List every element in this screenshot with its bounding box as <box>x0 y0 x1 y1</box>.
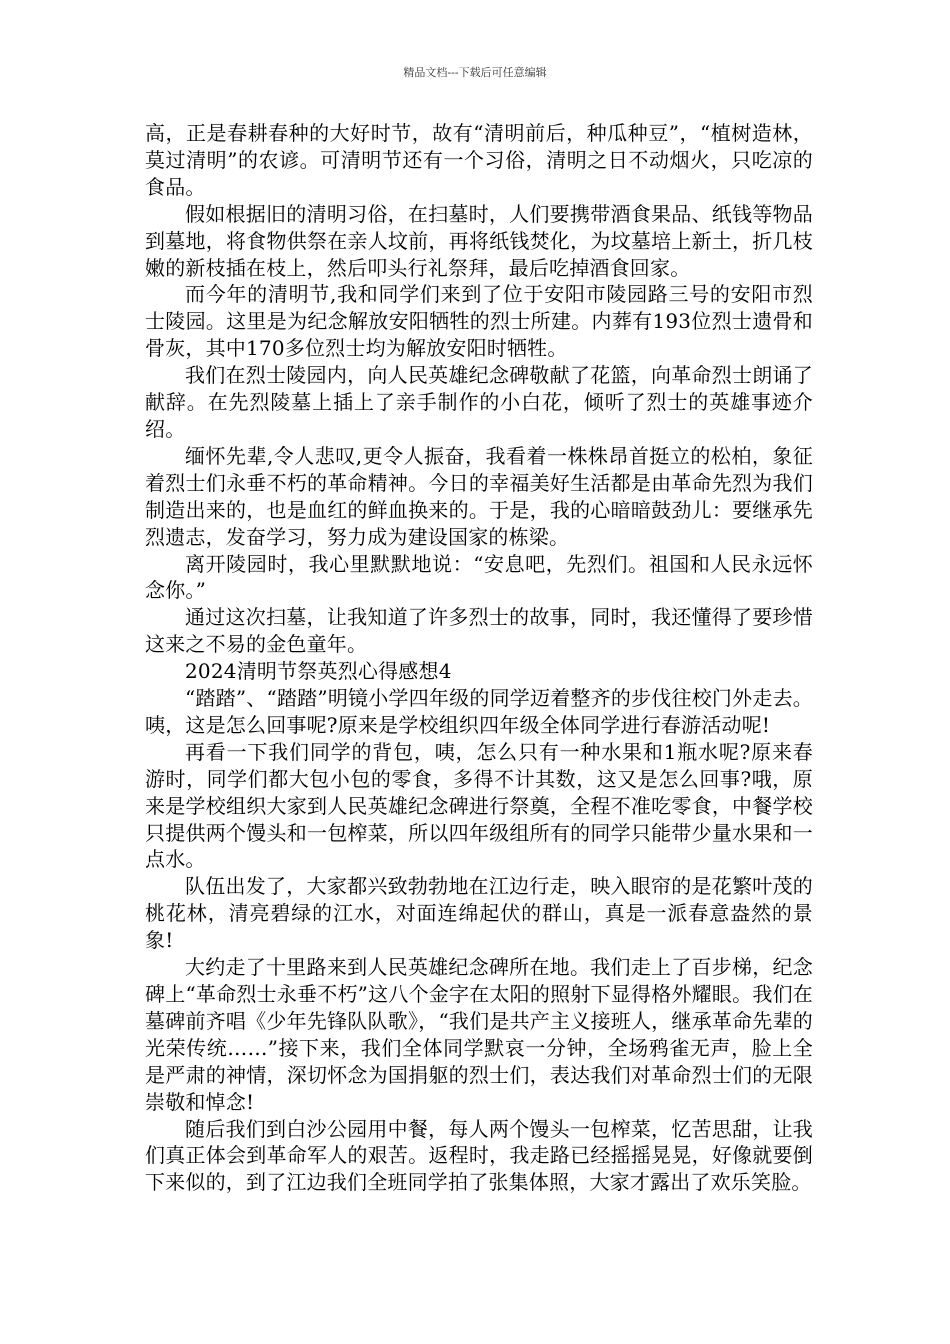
paragraph: 缅怀先辈,令人悲叹,更令人振奋，我看着一株株昂首挺立的松柏，象征着烈士们永垂不朽的革命精神。今日的幸福美好生活都是由革命先烈为我们制造出来的，也是血红的鲜血换来的。于是，我的心暗暗鼓劲儿：要继承先烈遗志，发奋学习，努力成为建设国家的栋梁。 <box>145 443 813 549</box>
section-heading: 2024清明节祭英烈心得感想4 <box>185 659 452 684</box>
paragraph: 高，正是春耕春种的大好时节，故有“清明前后，种瓜种豆”，“植树造林，莫过清明”的农谚。可清明节还有一个习俗，清明之日不动烟火，只吃凉的食品。 <box>145 121 813 199</box>
paragraph: 通过这次扫墓，让我知道了许多烈士的故事，同时，我还懂得了要珍惜这来之不易的金色童年。 <box>145 605 813 657</box>
paragraph: 大约走了十里路来到人民英雄纪念碑所在地。我们走上了百步梯，纪念碑上“革命烈士永垂不朽”这八个金字在太阳的照射下显得格外耀眼。我们在墓碑前齐唱《少年先锋队队歌》，“我们是共产主义接班人，继承革命先辈的光荣传统……”接下来，我们全体同学默哀一分钟，全场鸦雀无声，脸上全是严肃的神情，深切怀念为国捐躯的烈士们，表达我们对革命烈士们的无限崇敬和悼念! <box>145 955 813 1114</box>
page-header: 精品文档---下载后可任意编辑 <box>403 66 547 79</box>
paragraph: 假如根据旧的清明习俗，在扫墓时，人们要携带酒食果品、纸钱等物品到墓地，将食物供祭在亲人坟前，再将纸钱焚化，为坟墓培上新土，折几枝嫩的新枝插在枝上，然后叩头行礼祭拜，最后吃掉酒食回家。 <box>145 201 813 280</box>
paragraph: 再看一下我们同学的背包，咦，怎么只有一种水果和1瓶水呢?原来春游时，同学们都大包小包的零食，多得不计其数，这又是怎么回事?哦，原来是学校组织大家到人民英雄纪念碑进行祭奠，全程不准吃零食，中餐学校只提供两个馒头和一包榨菜，所以四年级组所有的同学只能带少量水果和一点水。 <box>145 739 813 872</box>
paragraph: “踏踏”、“踏踏”明镜小学四年级的同学迈着整齐的步伐往校门外走去。咦，这是怎么回事呢?原来是学校组织四年级全体同学进行春游活动呢! <box>145 686 813 737</box>
paragraph: 离开陵园时，我心里默默地说：“安息吧，先烈们。祖国和人民永远怀念你。” <box>145 551 813 603</box>
paragraph: 随后我们到白沙公园用中餐，每人两个馒头一包榨菜，忆苦思甜，让我们真正体会到革命军人的艰苦。返程时，我走路已经摇摇晃晃，好像就要倒下来似的，到了江边我们全班同学拍了张集体照，大家才露出了欢乐笑脸。 <box>145 1116 813 1195</box>
paragraph: 队伍出发了，大家都兴致勃勃地在江边行走，映入眼帘的是花繁叶茂的桃花林，清亮碧绿的江水，对面连绵起伏的群山，真是一派春意盎然的景象! <box>145 874 813 953</box>
paragraph: 我们在烈士陵园内，向人民英雄纪念碑敬献了花篮，向革命烈士朗诵了献辞。在先烈陵墓上插上了亲手制作的小白花，倾听了烈士的英雄事迹介绍。 <box>145 363 813 441</box>
paragraph: 而今年的清明节,我和同学们来到了位于安阳市陵园路三号的安阳市烈士陵园。这里是为纪念解放安阳牺牲的烈士所建。内葬有193位烈士遗骨和骨灰，其中170多位烈士均为解放安阳时牺牲。 <box>145 282 813 361</box>
document-body <box>145 120 813 1196</box>
